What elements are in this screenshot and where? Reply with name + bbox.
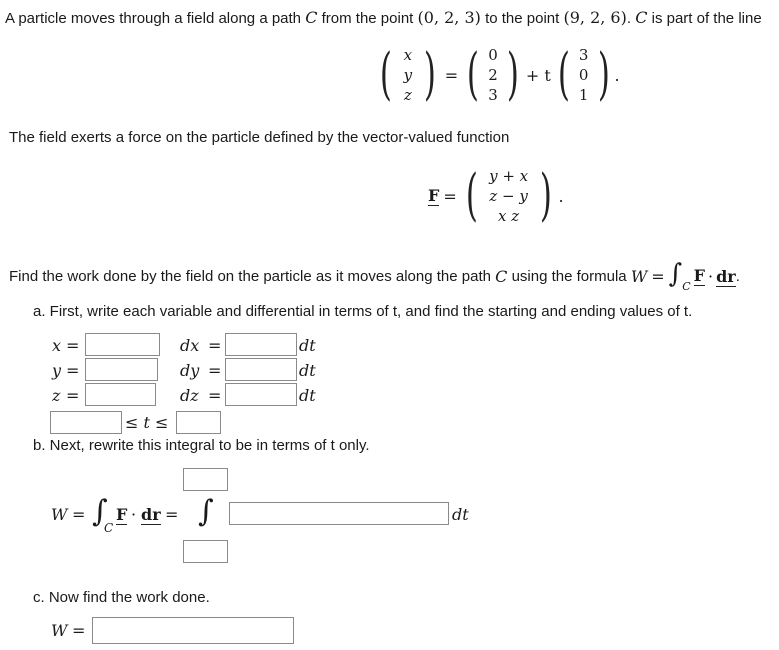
x-input[interactable] <box>85 333 160 356</box>
dy-label: dy <box>180 361 200 380</box>
y-equals: = <box>66 361 80 380</box>
lower-limit-input[interactable] <box>183 540 228 563</box>
part-c-equals: = <box>72 621 86 640</box>
dx-equals: = <box>208 336 222 355</box>
z-var-label: z <box>52 386 61 405</box>
t-end-input[interactable] <box>176 411 221 434</box>
force-equation: F = ( y + x z − y x z ) . <box>428 163 564 228</box>
dz-dt-label: dt <box>299 386 316 405</box>
x-var-label: x <box>52 336 62 355</box>
integrand-input[interactable] <box>229 502 449 525</box>
t-start-input[interactable] <box>50 411 122 434</box>
t-range-label: ≤ t ≤ <box>125 413 169 432</box>
work-answer-input[interactable] <box>92 617 294 644</box>
x-equals: = <box>66 336 80 355</box>
part-a-prompt: a. First, write each variable and differential in terms of t, and find the starting and ending values of t. <box>33 303 693 320</box>
dx-dt-label: dt <box>299 336 316 355</box>
dy-equals: = <box>208 361 222 380</box>
part-b-prompt: b. Next, rewrite this integral to be in terms of t only. <box>33 437 370 454</box>
dz-equals: = <box>208 386 222 405</box>
part-c-w-label: W <box>51 621 68 640</box>
part-b-w-label: W <box>51 505 68 524</box>
part-b-dr-label: dr <box>141 505 161 524</box>
dz-label: dz <box>180 386 199 405</box>
part-b-integral-sign: ∫ <box>92 494 108 529</box>
force-intro: The field exerts a force on the particle defined by the vector-valued function <box>9 129 510 146</box>
work-sentence: Find the work done by the field on the particle as it moves along the path C using the formula W = ∫ C F · dr . <box>9 259 740 293</box>
part-c-prompt: c. Now find the work done. <box>33 589 210 606</box>
part-b-f-label: F <box>116 505 128 524</box>
upper-limit-input[interactable] <box>183 468 228 491</box>
part-b-integral2-sign: ∫ <box>198 494 214 529</box>
y-input[interactable] <box>85 358 158 381</box>
z-input[interactable] <box>85 383 156 406</box>
part-b-dot: · <box>131 505 137 524</box>
dx-label: dx <box>180 336 200 355</box>
part-b-equals2: = <box>165 505 179 524</box>
part-b-equals: = <box>72 505 86 524</box>
dz-input[interactable] <box>225 383 297 406</box>
line-equation: ( x y z ) = ( 0 2 3 ) + t ( 3 0 1 ) . <box>379 42 620 107</box>
dy-dt-label: dt <box>299 361 316 380</box>
dx-input[interactable] <box>225 333 297 356</box>
intro-line: A particle moves through a field along a path C from the point (0, 2, 3) to the point (9, 2, 6). C is part of the line <box>5 8 762 27</box>
part-b-integral-sub: C <box>104 521 114 535</box>
part-b-dt-label: dt <box>452 505 469 524</box>
z-equals: = <box>66 386 80 405</box>
dy-input[interactable] <box>225 358 297 381</box>
y-var-label: y <box>52 361 62 380</box>
